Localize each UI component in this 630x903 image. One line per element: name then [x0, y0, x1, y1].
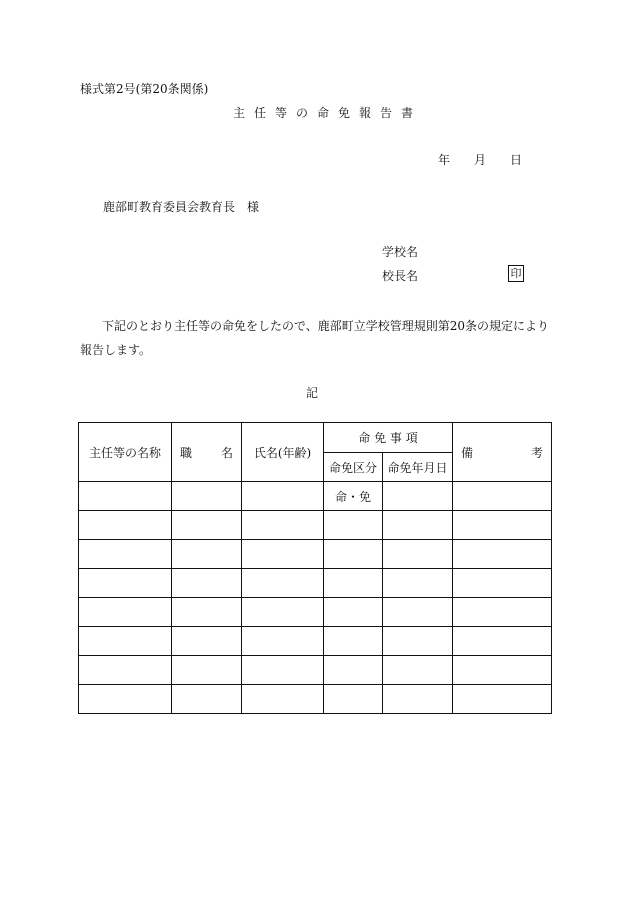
table-cell[interactable] [242, 540, 324, 569]
table-cell[interactable] [242, 569, 324, 598]
table-cell[interactable] [453, 540, 552, 569]
table-cell[interactable] [79, 569, 172, 598]
table-cell[interactable] [453, 598, 552, 627]
date-line [438, 151, 522, 168]
table-cell[interactable] [172, 656, 242, 685]
table-row [79, 511, 552, 540]
table-cell[interactable] [242, 598, 324, 627]
header-position-a: 職 [180, 445, 193, 460]
table-cell[interactable] [79, 540, 172, 569]
table-cell[interactable] [79, 685, 172, 714]
table-cell[interactable] [453, 656, 552, 685]
principal-name-label: 校長名 [382, 269, 419, 283]
header-position-b: 名 [220, 445, 233, 460]
table-cell[interactable] [383, 540, 453, 569]
header-remarks-a: 備 [461, 445, 474, 460]
table-cell[interactable] [242, 685, 324, 714]
table-cell[interactable] [172, 598, 242, 627]
header-position [172, 423, 242, 482]
school-name-label: 学校名 [382, 245, 419, 259]
table-cell[interactable] [383, 482, 453, 511]
recipient: 鹿部町教育委員会教育長 様 [103, 200, 260, 214]
table-cell[interactable] [453, 569, 552, 598]
first-row-type[interactable]: 命・免 [324, 482, 383, 511]
header-person: 氏名(年齢) [242, 423, 324, 482]
table-row [79, 569, 552, 598]
table-cell[interactable] [172, 482, 242, 511]
body-text: 下記のとおり主任等の命免をしたので、鹿部町立学校管理規則第20条の規定により報告します。 [80, 319, 550, 357]
seal-mark: 印 [508, 265, 524, 282]
table-cell[interactable] [383, 598, 453, 627]
table-cell[interactable] [172, 569, 242, 598]
table-cell[interactable] [383, 627, 453, 656]
table-cell[interactable] [79, 482, 172, 511]
table-cell[interactable] [383, 656, 453, 685]
table-cell[interactable] [324, 656, 383, 685]
table-row [79, 540, 552, 569]
date-day: 日 [510, 153, 523, 167]
table-cell[interactable] [324, 627, 383, 656]
table-cell[interactable] [242, 511, 324, 540]
table-body [79, 482, 552, 714]
table-cell[interactable] [242, 656, 324, 685]
table-cell[interactable] [453, 482, 552, 511]
report-table [78, 422, 552, 714]
table-row [79, 656, 552, 685]
table-cell[interactable] [324, 569, 383, 598]
header-remarks-b: 考 [530, 445, 543, 460]
table-cell[interactable] [79, 656, 172, 685]
table-cell[interactable] [324, 540, 383, 569]
table-cell[interactable] [172, 511, 242, 540]
header-name: 主任等の名称 [79, 423, 172, 482]
ki-heading: 記 [306, 386, 319, 400]
table-row [79, 482, 552, 511]
document-title: 主任等の命免報告書 [233, 106, 423, 120]
table-cell[interactable] [453, 627, 552, 656]
table-cell[interactable] [324, 685, 383, 714]
header-remarks [453, 423, 552, 482]
table-cell[interactable] [383, 569, 453, 598]
table-cell[interactable] [242, 482, 324, 511]
table-cell[interactable] [242, 627, 324, 656]
form-number: 様式第2号(第20条関係) [80, 82, 209, 96]
header-group: 命 免 事 項 [324, 423, 453, 453]
table-cell[interactable] [79, 598, 172, 627]
header-type: 命免区分 [324, 453, 383, 482]
table-cell[interactable] [79, 511, 172, 540]
table-cell[interactable] [453, 511, 552, 540]
table-row [79, 598, 552, 627]
table-cell[interactable] [383, 685, 453, 714]
table-cell[interactable] [79, 627, 172, 656]
table-cell[interactable] [172, 627, 242, 656]
header-date: 命免年月日 [383, 453, 453, 482]
table-cell[interactable] [172, 685, 242, 714]
table-row [79, 627, 552, 656]
table-cell[interactable] [172, 540, 242, 569]
date-month: 月 [474, 153, 487, 167]
table-header-row [79, 423, 552, 453]
table-cell[interactable] [324, 598, 383, 627]
table-cell[interactable] [324, 511, 383, 540]
table-cell[interactable] [383, 511, 453, 540]
table-row [79, 685, 552, 714]
table-cell[interactable] [453, 685, 552, 714]
date-year: 年 [438, 153, 451, 167]
